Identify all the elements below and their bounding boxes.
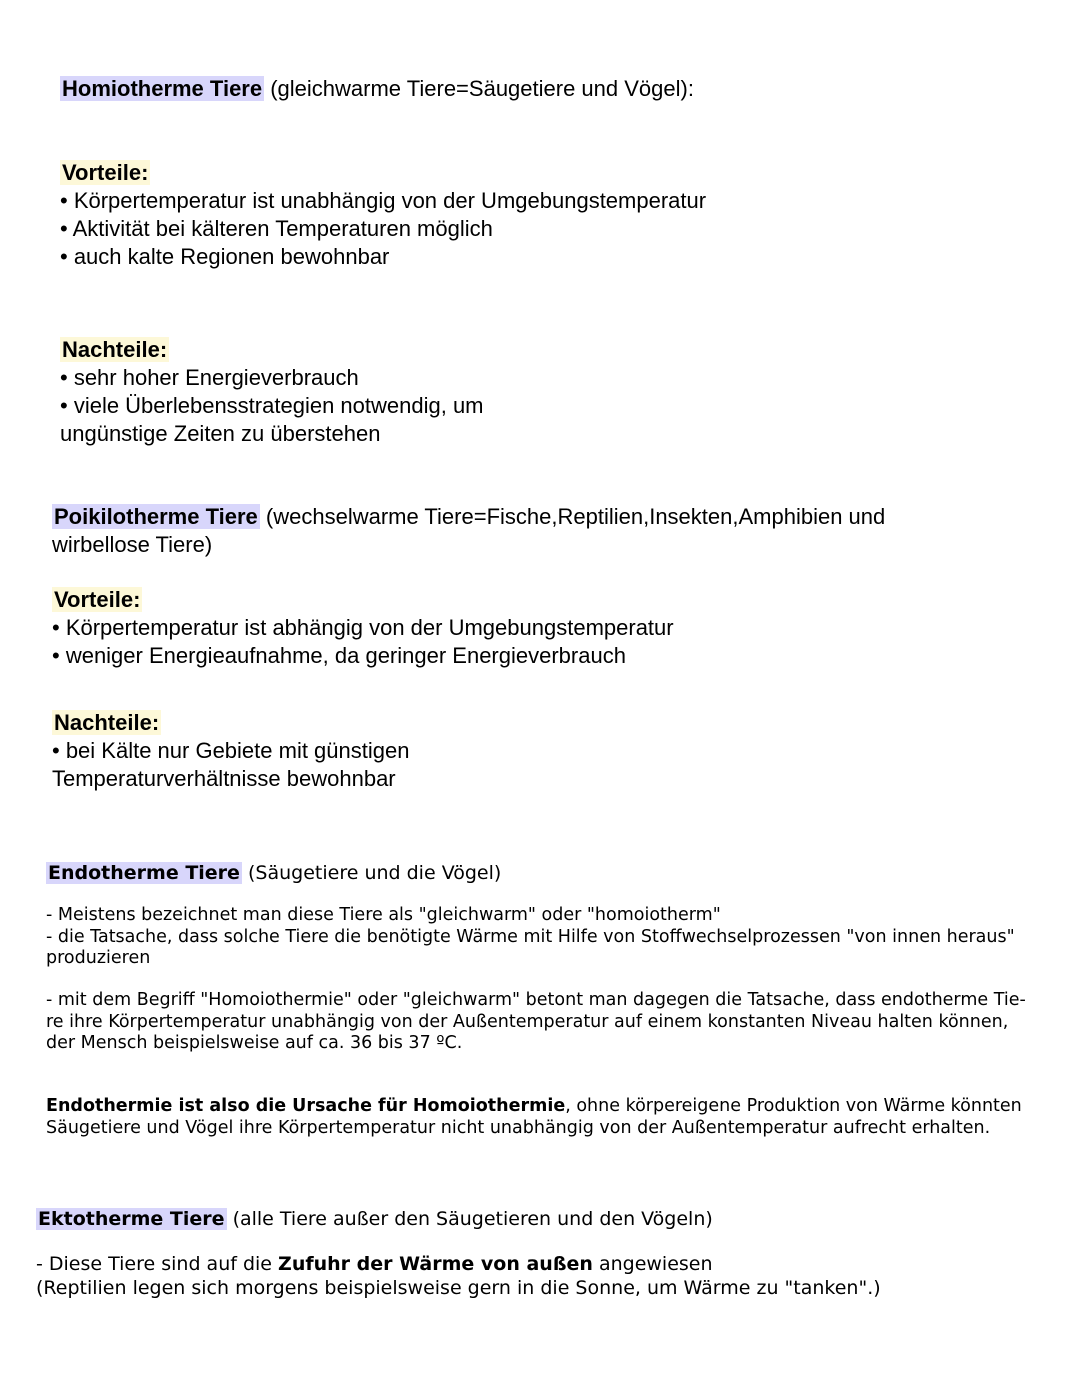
list-item: ungünstige Zeiten zu überstehen [60,421,381,446]
list-item: • sehr hoher Energieverbrauch [60,365,359,390]
poikilo-nachteile-label: Nachteile: [54,710,160,735]
ekto-subtitle: (alle Tiere außer den Säugetieren und den Vögeln) [226,1208,713,1230]
paragraph-line: (Reptilien legen sich morgens beispielsweise gern in die Sonne, um Wärme zu "tanken".) [36,1277,881,1299]
ekto-line1-pre: - Diese Tiere sind auf die [36,1253,279,1275]
ekto-body [36,1252,881,1300]
endo-conclusion-bold: Endothermie ist also die Ursache für Homoiothermie [46,1096,566,1116]
paragraph-line: produzieren [46,948,151,968]
list-item: • weniger Energieaufnahme, da geringer Energieverbrauch [52,643,626,668]
paragraph-line: - die Tatsache, dass solche Tiere die benötigte Wärme mit Hilfe von Stoffwechselprozessen "von innen heraus" [46,926,1015,947]
poikilo-subtitle: (wechselwarme Tiere=Fische,Reptilien,Insekten,Amphibien und [259,504,886,529]
endo-title: Endotherme Tiere [48,862,240,884]
list-item: • Körpertemperatur ist unabhängig von der Umgebungstemperatur [60,188,707,213]
paragraph-line: - mit dem Begriff "Homoiothermie" oder "gleichwarm" betont man dagegen die Tatsache, dass endotherme Tie- [46,990,1026,1010]
ekto-line1-bold: Zufuhr der Wärme von außen [278,1253,593,1275]
ekto-line1-post: angewiesen [592,1253,713,1275]
list-item: • auch kalte Regionen bewohnbar [60,244,390,269]
poikilo-vorteile [52,586,674,670]
homoio-nachteile [60,336,484,448]
endo-para-2 [46,990,1026,1055]
homoio-heading [60,75,694,103]
homoio-vorteile-label: Vorteile: [62,160,149,185]
poikilo-title: Poikilotherme Tiere [54,504,258,529]
homoio-vorteile [60,159,706,271]
list-item: Temperaturverhältnisse bewohnbar [52,766,396,791]
poikilo-vorteile-label: Vorteile: [54,587,141,612]
poikilo-subtitle-cont: wirbellose Tiere) [52,532,213,557]
endo-heading [46,861,501,885]
paragraph-line: re ihre Körpertemperatur unabhängig von der Außentemperatur auf einem konstanten Niveau halten können, [46,1011,1009,1032]
endo-para-1 [46,905,1015,970]
poikilo-heading [52,503,885,559]
endo-conclusion [46,1096,1022,1139]
paragraph-line: Säugetiere und Vögel ihre Körpertemperatur nicht unabhängig von der Außentemperatur aufrecht erhalten. [46,1117,991,1138]
homoio-title: Homiotherme Tiere [62,76,263,101]
paragraph-line: der Mensch beispielsweise auf ca. 36 bis 37 ºC. [46,1033,463,1053]
homoio-subtitle: (gleichwarme Tiere=Säugetiere und Vögel): [264,76,694,101]
ekto-title: Ektotherme Tiere [38,1208,225,1230]
endo-conclusion-rest: , ohne körpereigene Produktion von Wärme könnten [565,1096,1022,1116]
poikilo-nachteile [52,709,409,793]
homoio-nachteile-label: Nachteile: [62,337,168,362]
list-item: • bei Kälte nur Gebiete mit günstigen [52,738,410,763]
list-item: • Aktivität bei kälteren Temperaturen möglich [60,216,493,241]
endo-subtitle: (Säugetiere und die Vögel) [241,862,502,884]
paragraph-line: - Meistens bezeichnet man diese Tiere als "gleichwarm" oder "homoiotherm" [46,905,721,925]
list-item: • Körpertemperatur ist abhängig von der Umgebungstemperatur [52,615,674,640]
ekto-heading [36,1207,713,1231]
list-item: • viele Überlebensstrategien notwendig, um [60,393,484,418]
